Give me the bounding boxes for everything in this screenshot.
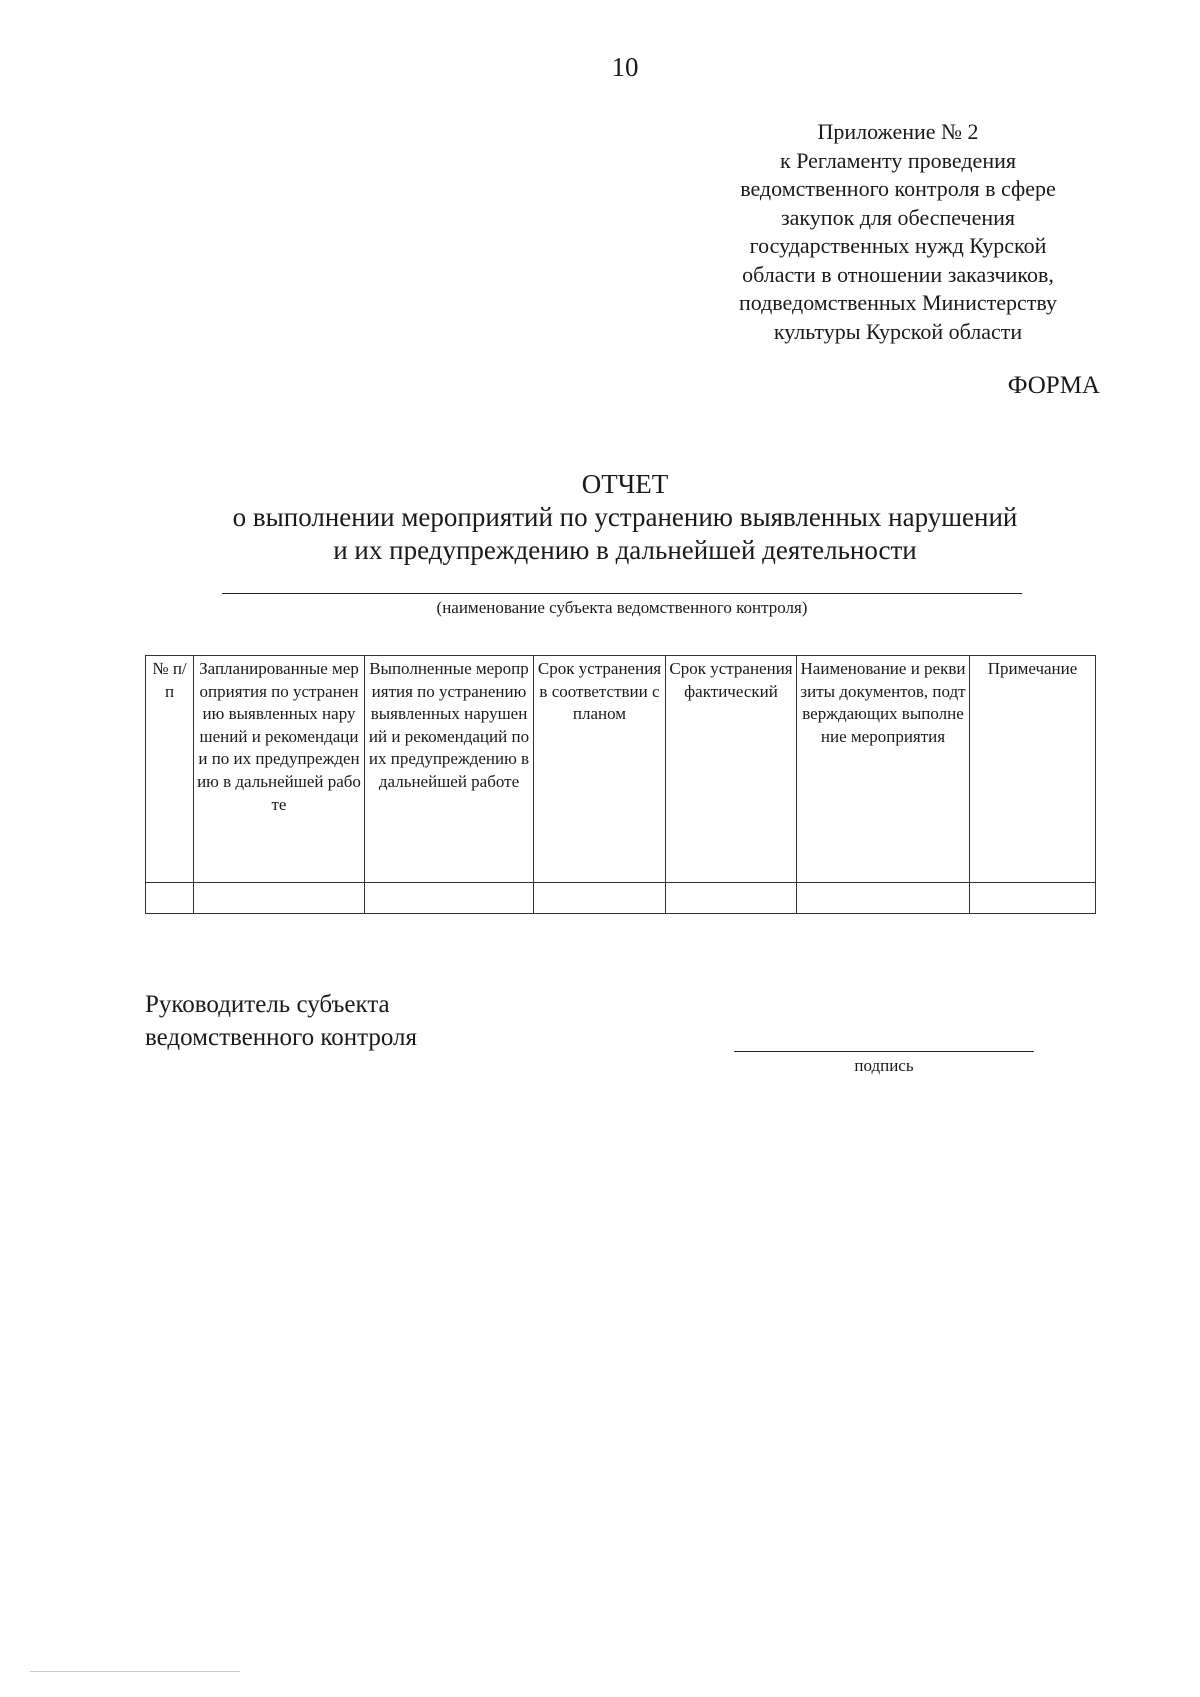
appendix-line: области в отношении заказчиков,	[742, 261, 1054, 287]
table-cell[interactable]	[797, 883, 970, 914]
report-table	[145, 655, 1096, 914]
appendix-line: культуры Курской области	[773, 318, 1023, 344]
appendix-line: Приложение № 2	[817, 119, 979, 144]
signatory-title-line: Руководитель субъекта	[145, 991, 390, 1018]
scan-edge-divider	[30, 1671, 240, 1672]
page-number: 10	[611, 52, 639, 82]
signature-field[interactable]	[734, 1051, 1034, 1052]
column-header-planned-deadline: Срок устранения в соответствии с планом	[534, 656, 666, 883]
table-cell[interactable]	[666, 883, 797, 914]
appendix-line: закупок для обеспечения	[780, 204, 1016, 230]
subject-name-caption: (наименование субъекта ведомственного контроля)	[436, 598, 808, 617]
column-header-number: № п/ п	[146, 656, 194, 883]
table-cell[interactable]	[194, 883, 365, 914]
appendix-note	[718, 118, 1078, 346]
column-header-note: Примечание	[970, 656, 1096, 883]
column-header-documents: Наименование и реквизиты документов, подтверждающих выполнение мероприятия	[797, 656, 970, 883]
column-header-planned: Запланированные мероприятия по устранению выявленных нарушений и рекомендации по их предупреждению в дальнейшей работе	[194, 656, 365, 883]
column-header-completed: Выполненные мероприятия по устранению выявленных нарушений и рекомендаций по их предупреждению в дальнейшей работе	[365, 656, 534, 883]
appendix-line: к Регламенту проведения	[780, 147, 1016, 173]
report-subtitle-line: и их предупреждению в дальнейшей деятельности	[333, 535, 917, 565]
signatory-title	[145, 988, 417, 1054]
column-header-actual-deadline: Срок устранения фактический	[666, 656, 797, 883]
appendix-line: государственных нужд Курской	[749, 233, 1047, 258]
signatory-title-line: ведомственного контроля	[145, 1024, 418, 1051]
table-row	[146, 883, 1096, 914]
report-heading: ОТЧЕТ	[581, 469, 669, 499]
table-cell[interactable]	[534, 883, 666, 914]
subject-name-field[interactable]	[222, 593, 1022, 594]
table-cell[interactable]	[146, 883, 194, 914]
table-cell[interactable]	[365, 883, 534, 914]
appendix-line: ведомственного контроля в сфере	[740, 176, 1056, 201]
signature-caption: подпись	[854, 1056, 914, 1075]
report-subtitle-line: о выполнении мероприятий по устранению выявленных нарушений	[232, 502, 1018, 532]
form-label: ФОРМА	[1007, 372, 1100, 399]
table-cell[interactable]	[970, 883, 1096, 914]
report-title	[200, 468, 1050, 567]
table-header-row	[146, 656, 1096, 883]
appendix-line: подведомственных Министерству	[738, 290, 1058, 315]
